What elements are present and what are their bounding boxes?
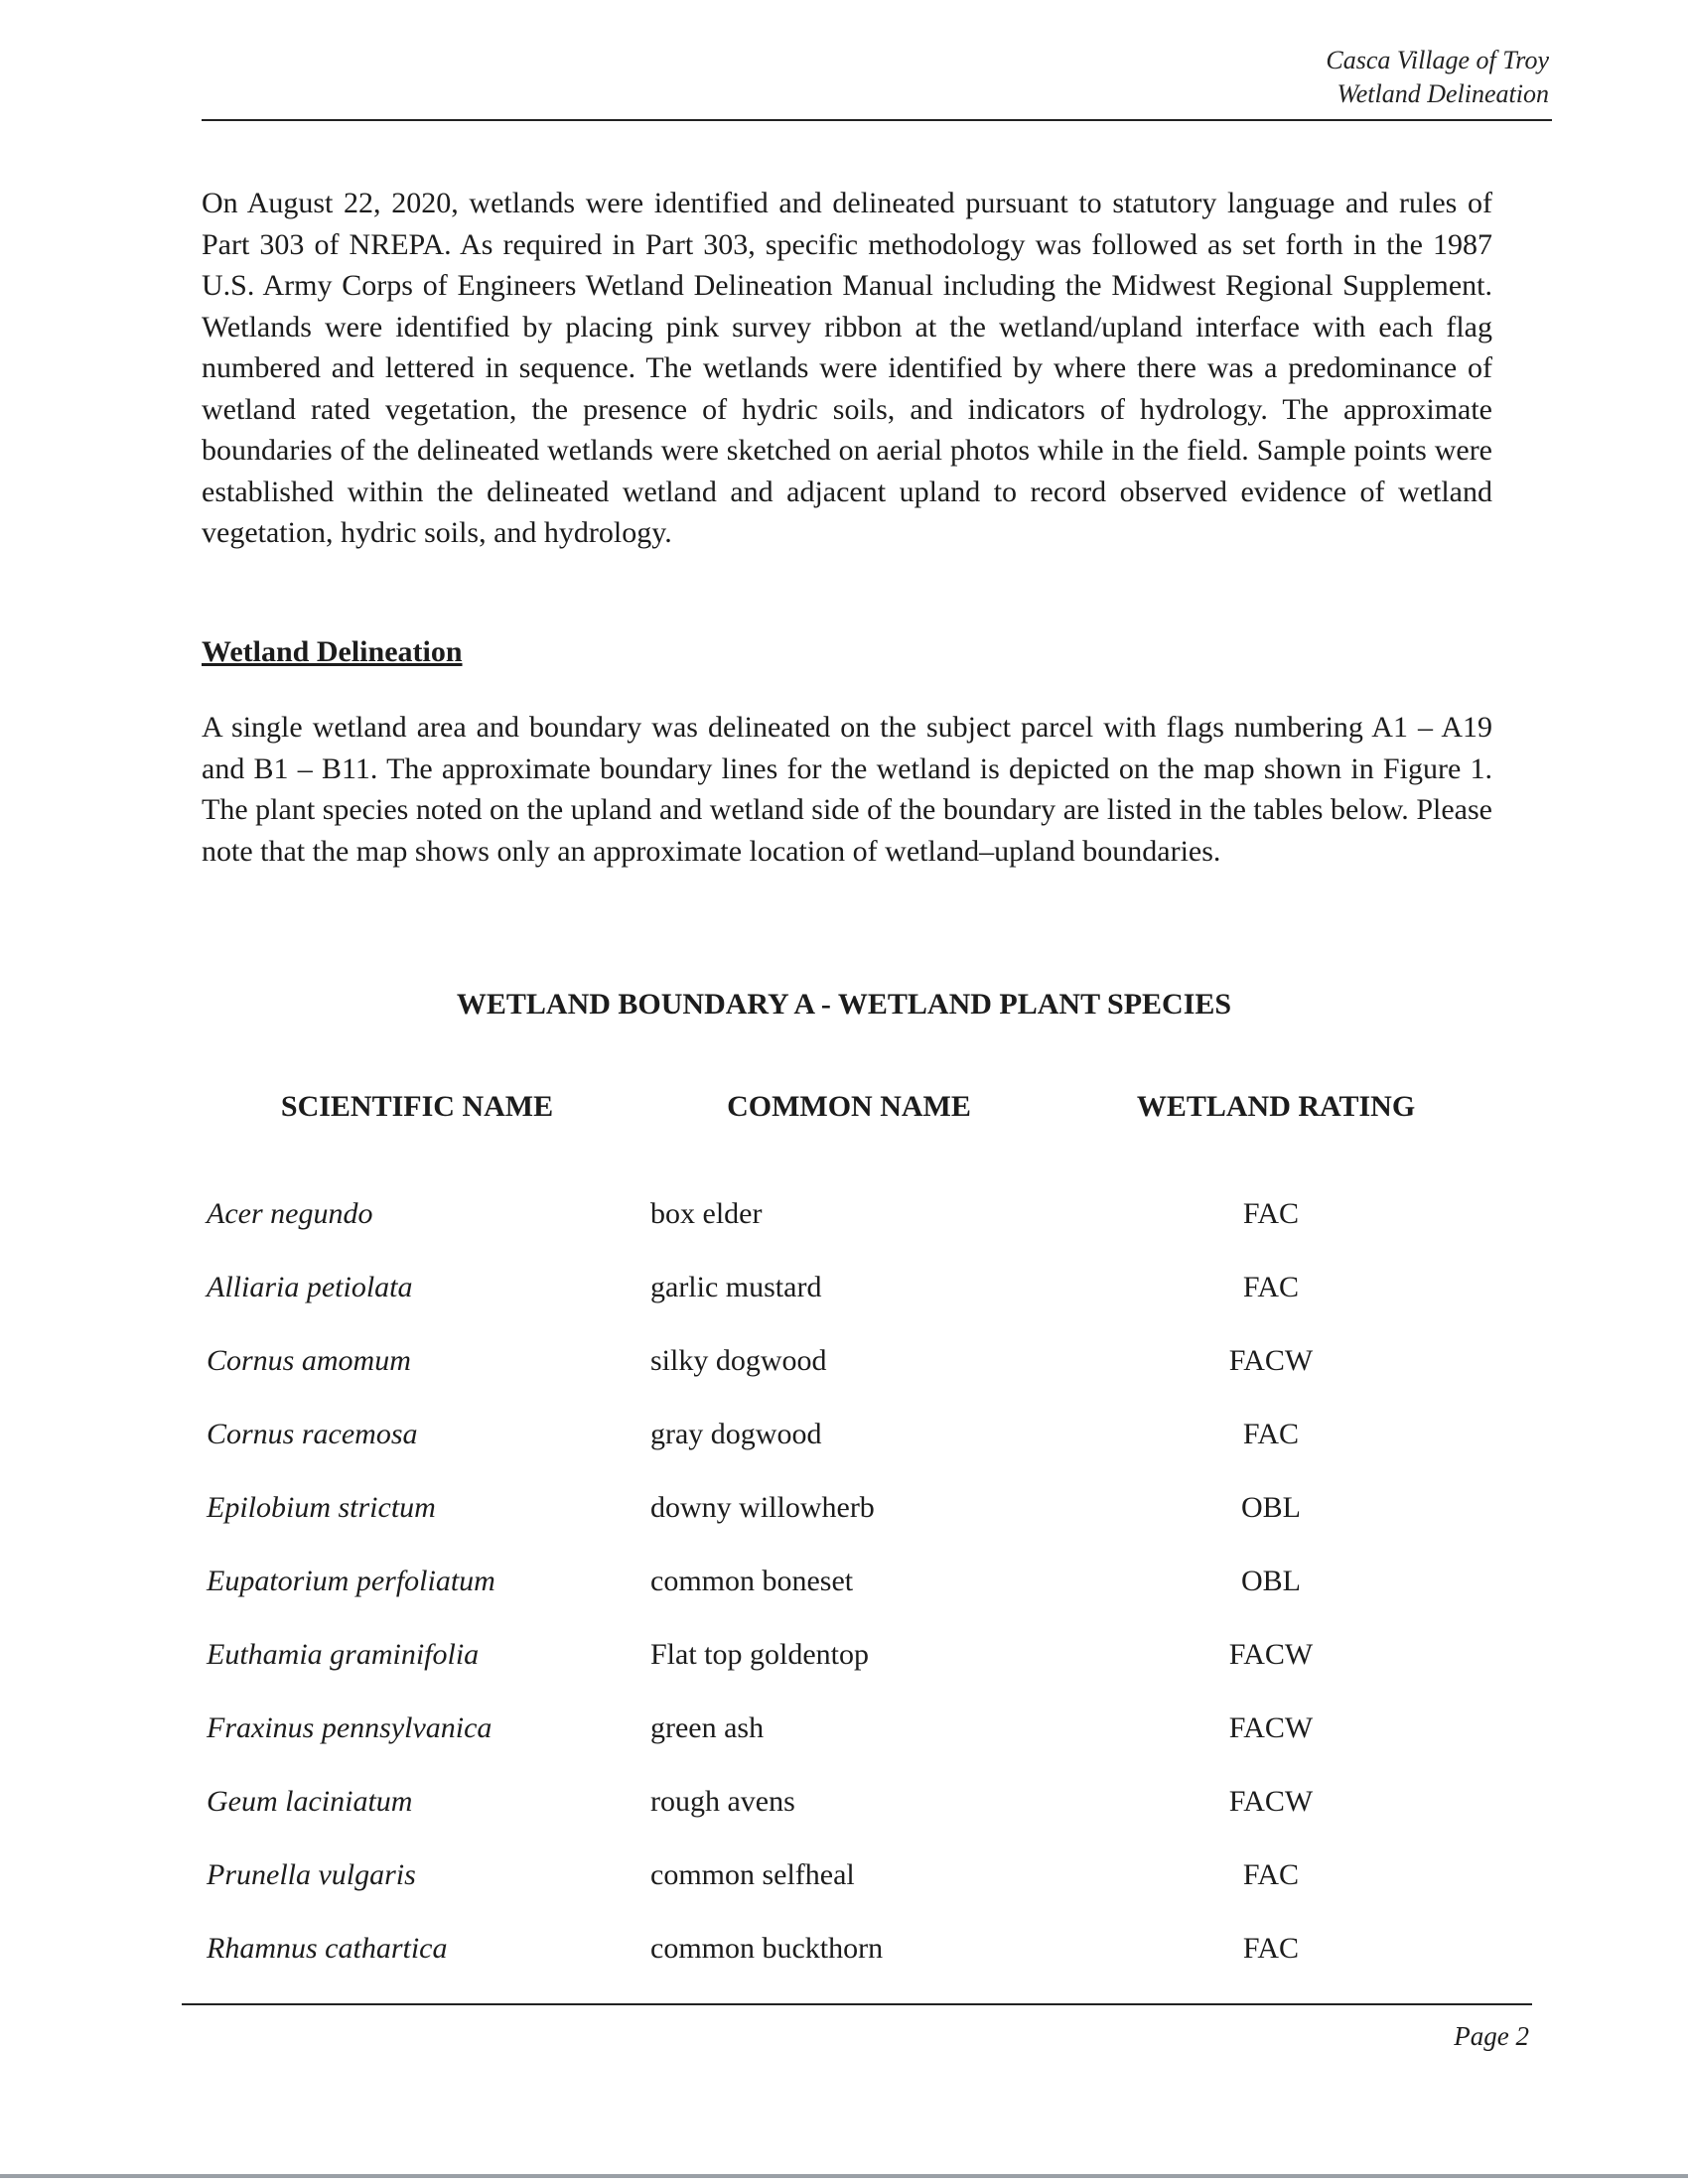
common-name: common selfheal [650,1858,855,1891]
table-title: WETLAND BOUNDARY A - WETLAND PLANT SPECIES [456,988,1232,1021]
table-row [0,1488,1688,1562]
scientific-name: Cornus amomum [207,1344,411,1377]
common-name: rough avens [650,1785,795,1818]
scientific-name: Geum laciniatum [207,1785,413,1818]
scientific-name: Epilobium strictum [207,1491,436,1524]
scientific-name: Cornus racemosa [207,1418,418,1450]
column-header-scientific: SCIENTIFIC NAME [280,1090,554,1123]
column-header-common: COMMON NAME [727,1090,971,1123]
scientific-name: Eupatorium perfoliatum [207,1565,495,1597]
wetland-rating: FACW [1228,1785,1314,1818]
table-row [0,1268,1688,1341]
scan-edge-bar [0,2174,1688,2178]
delineation-paragraph: A single wetland area and boundary was delineated on the subject parcel with flags numbering A1 – A19 and B1 – B11. The approximate boundary lines for the wetland is depicted on the map shown in Figure 1. The plant species noted on the upland and wetland side of the boundary are listed in the tables below. Please note that the map shows only an approximate location of wetland–upland boundaries. [202,711,1492,868]
table-row [0,1855,1688,1929]
common-name: common buckthorn [650,1932,884,1965]
section-heading: Wetland Delineation [202,635,463,668]
common-name: common boneset [650,1565,854,1597]
column-header-rating: WETLAND RATING [1136,1090,1416,1123]
page-number: Page 2 [1454,2021,1529,2051]
wetland-rating: FAC [1242,1932,1300,1965]
wetland-rating: FACW [1228,1344,1314,1377]
common-name: green ash [650,1711,765,1744]
wetland-rating: FAC [1242,1197,1300,1230]
document-header [1326,44,1549,111]
scientific-name: Prunella vulgaris [207,1858,416,1891]
scientific-name: Rhamnus cathartica [207,1932,448,1965]
common-name: downy willowherb [650,1491,875,1524]
table-row [0,1562,1688,1635]
table-row [0,1415,1688,1488]
header-subtitle: Wetland Delineation [1336,79,1549,108]
common-name: Flat top goldentop [650,1638,869,1671]
table-row [0,1929,1688,2002]
scientific-name: Acer negundo [207,1197,373,1230]
wetland-rating: FAC [1242,1858,1300,1891]
wetland-rating: FACW [1228,1711,1314,1744]
wetland-rating: FAC [1242,1418,1300,1450]
wetland-rating: FAC [1242,1271,1300,1303]
wetland-rating: OBL [1241,1491,1301,1524]
table-row [0,1782,1688,1855]
common-name: box elder [650,1197,763,1230]
wetland-rating: OBL [1241,1565,1301,1597]
common-name: gray dogwood [650,1418,822,1450]
table-row [0,1194,1688,1268]
common-name: silky dogwood [650,1344,827,1377]
table-row [0,1708,1688,1782]
scientific-name: Alliaria petiolata [207,1271,413,1303]
table-row [0,1635,1688,1708]
table-row [0,1341,1688,1415]
common-name: garlic mustard [650,1271,822,1303]
footer-divider [182,2003,1532,2005]
intro-paragraph: On August 22, 2020, wetlands were identified and delineated pursuant to statutory language and rules of Part 303 of NREPA. As required in Part 303, specific methodology was followed as set forth in the 1987 U.S. Army Corps of Engineers Wetland Delineation Manual including the Midwest Regional Supplement. Wetlands were identified by placing pink survey ribbon at the wetland/upland interface with each flag numbered and lettered in sequence. The wetlands were identified by where there was a predominance of wetland rated vegetation, the presence of hydric soils, and indicators of hydrology. The approximate boundaries of the delineated wetlands were sketched on aerial photos while in the field. Sample points were established within the delineated wetland and adjacent upland to record observed evidence of wetland vegetation, hydric soils, and hydrology. [202,187,1492,549]
header-divider [202,119,1552,121]
scientific-name: Fraxinus pennsylvanica [207,1711,492,1744]
header-title: Casca Village of Troy [1326,46,1549,74]
wetland-rating: FACW [1228,1638,1314,1671]
scientific-name: Euthamia graminifolia [207,1638,480,1671]
